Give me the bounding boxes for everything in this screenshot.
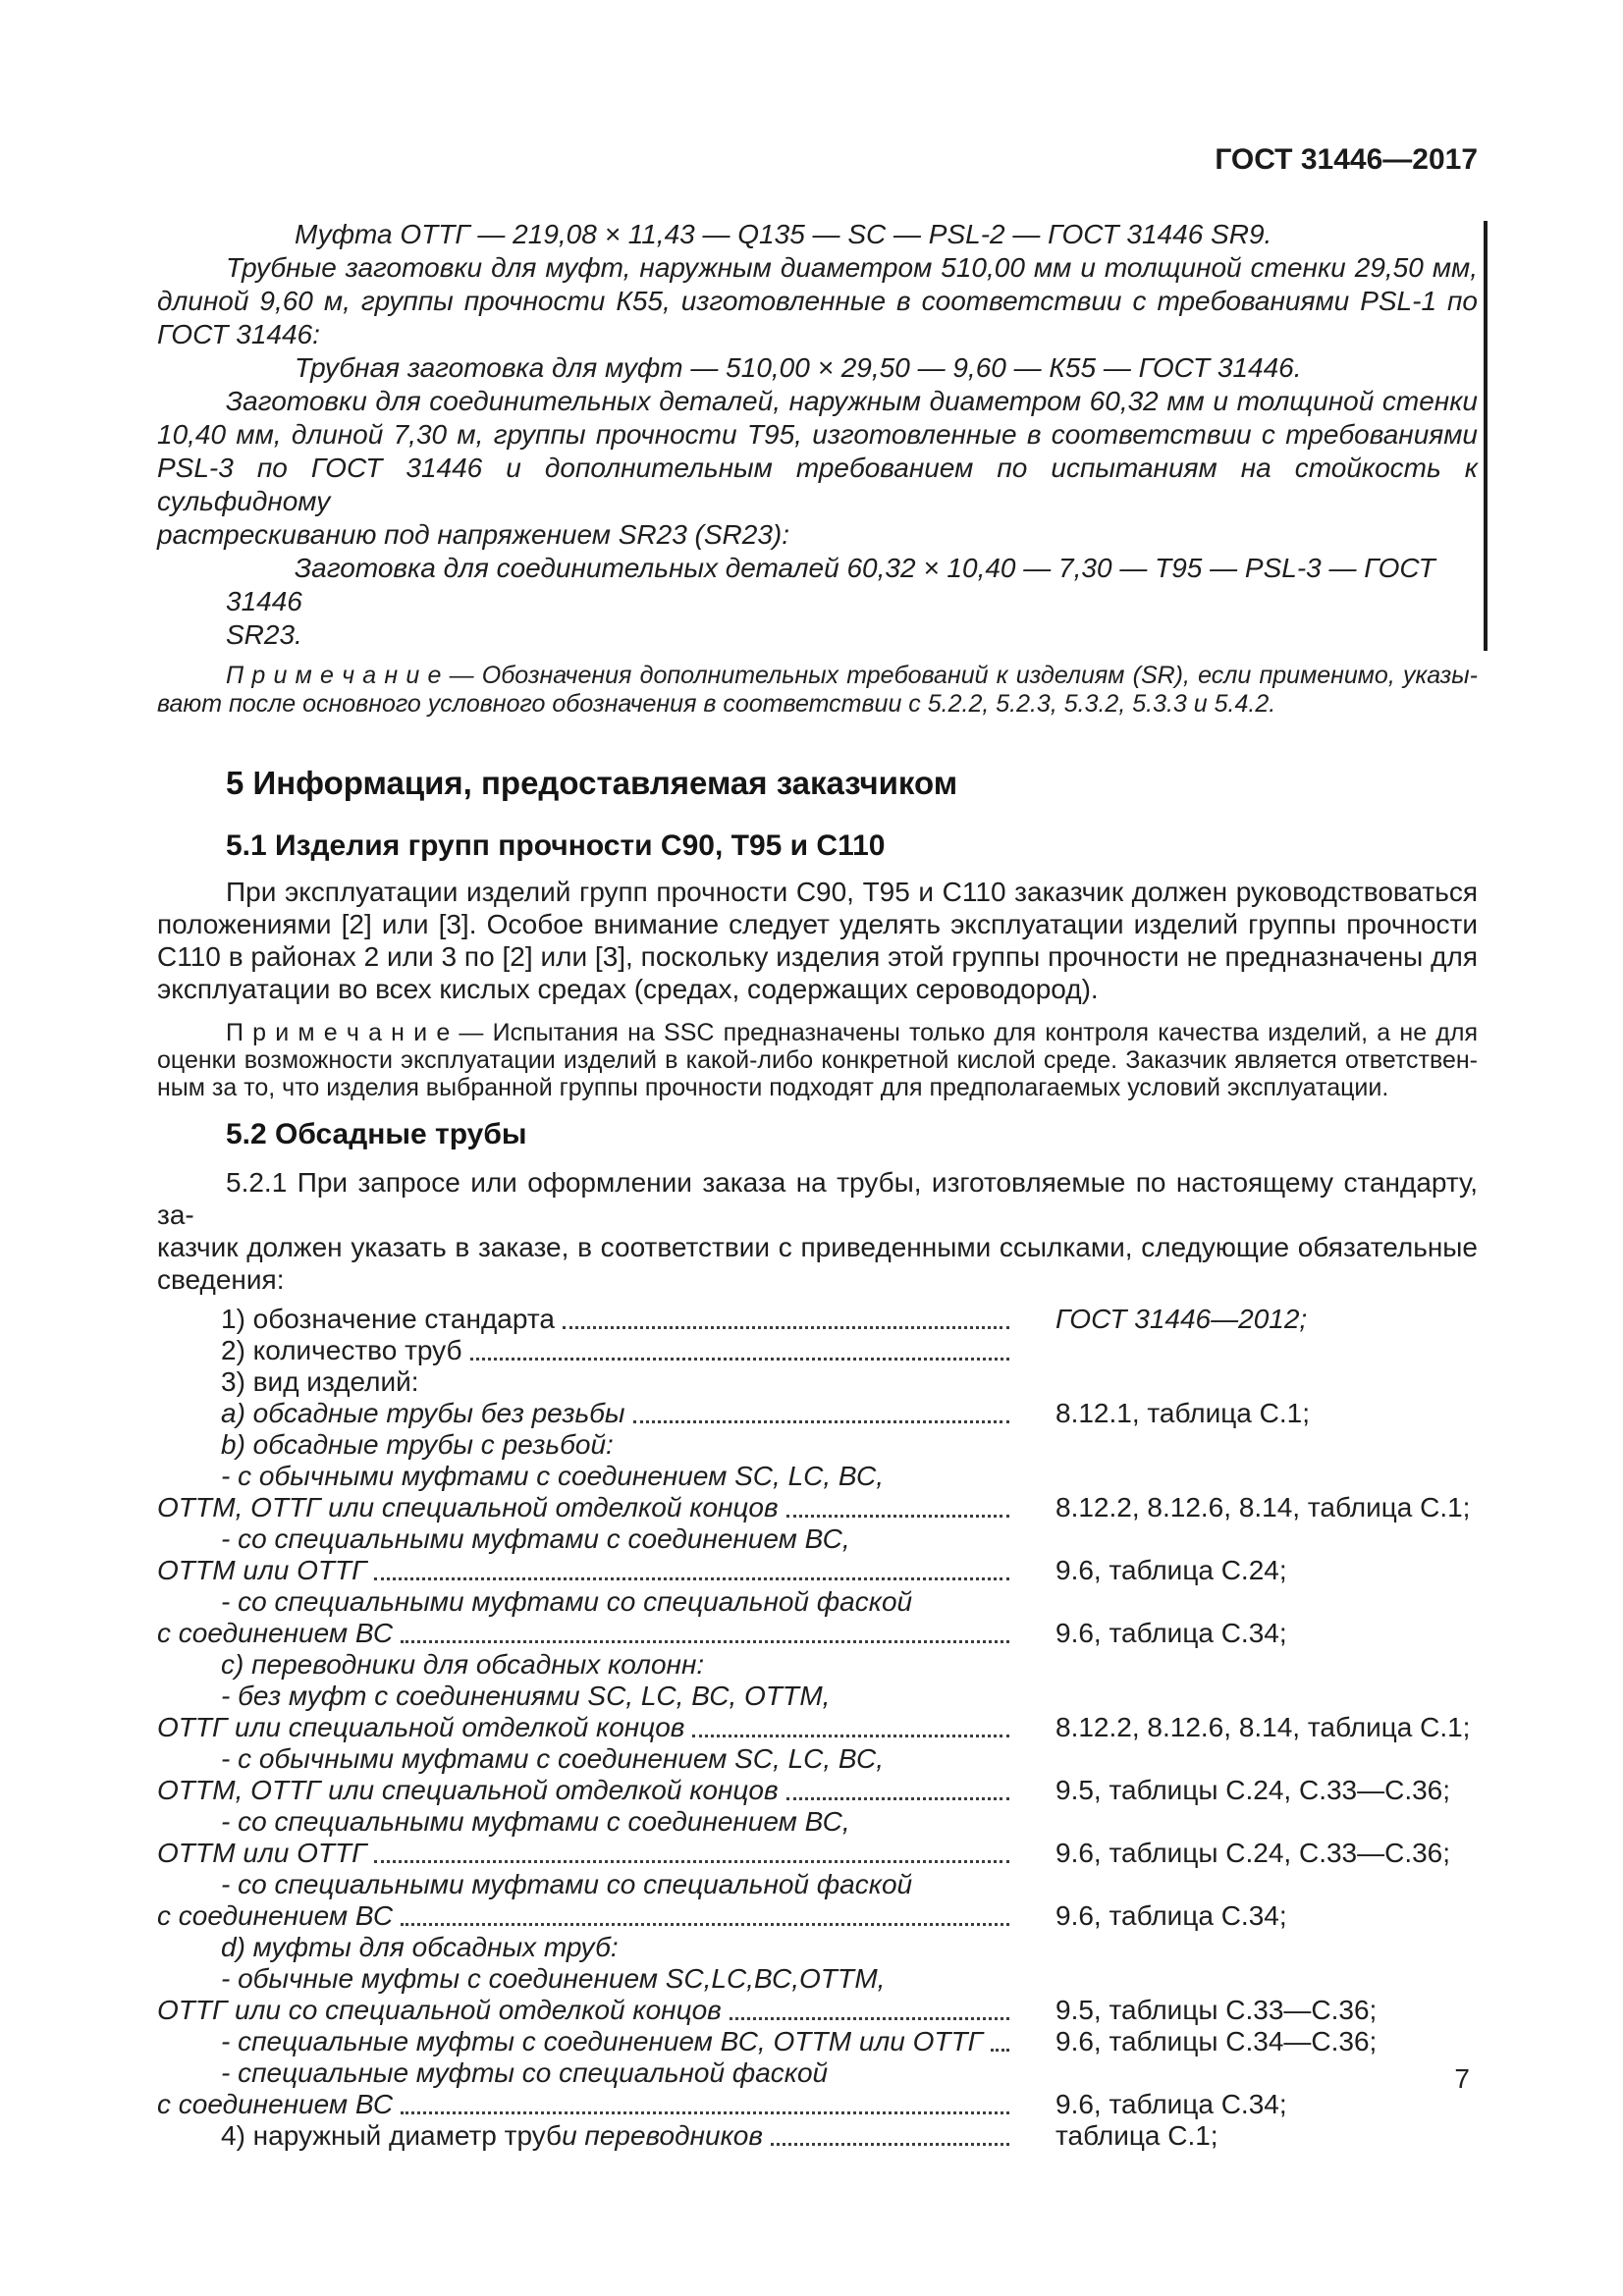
paragraph-accessory-material (157, 385, 1478, 552)
order-item-label (157, 1366, 1011, 1398)
order-item-row (157, 1995, 1478, 2026)
order-item-text: - с обычными муфтами с соединением SC, LC, ВС, (221, 1461, 884, 1491)
order-item-row (157, 1712, 1478, 1743)
order-item-label (157, 1869, 1011, 1900)
order-item-reference: 9.6, таблицы С.34—С.36; (1055, 2026, 1378, 2056)
text-line: эксплуатации во всех кислых средах (средах, содержащих сероводород). (157, 974, 1099, 1004)
order-item-row (157, 2089, 1478, 2120)
text-line: PSL-3 по ГОСТ 31446 и дополнительным требованием по испытаниям на стойкость к сульфидному (157, 453, 1478, 516)
dot-leader (563, 1326, 1009, 1329)
order-item-row (157, 1806, 1478, 1838)
order-item-text: ОТТМ, ОТТГ или специальной отделкой концов (157, 1492, 779, 1522)
section-5-1-paragraph (157, 876, 1478, 1005)
note-ssc-tests (157, 1019, 1478, 1101)
order-item-text: - с обычными муфтами с соединением SC, LC, ВС, (221, 1743, 884, 1774)
document-code-header: ГОСТ 31446—2017 (1215, 143, 1478, 176)
text-line: 5.2.1 При запросе или оформлении заказа на трубы, изготовляемые по настоящему стандарту, за- (157, 1167, 1478, 1230)
order-item-row (157, 1681, 1478, 1712)
order-item-label (157, 1492, 1011, 1523)
order-item-text: ОТТМ, ОТТГ или специальной отделкой концов (157, 1775, 779, 1805)
text-line: Заготовка для соединительных деталей 60,32 × 10,40 — 7,30 — Т95 — PSL-3 — ГОСТ 31446 (226, 553, 1435, 616)
order-item-row (157, 1775, 1478, 1806)
order-item-reference: 9.6, таблицы С.24, С.33—С.36; (1055, 1838, 1451, 1868)
order-item-row (157, 1743, 1478, 1775)
order-item-label (157, 1681, 1011, 1712)
note-designations (157, 662, 1478, 719)
order-item-row (157, 1900, 1478, 1932)
order-item-row (157, 2057, 1478, 2089)
order-item-reference: 9.6, таблица С.34; (1055, 1618, 1287, 1648)
order-item-row (157, 1649, 1478, 1681)
text-line: SR23. (226, 619, 302, 650)
order-item-label (157, 2120, 1011, 2152)
dot-leader (470, 1358, 1009, 1361)
order-item-text: - без муфт с соединениями SC, LC, ВС, ОТТМ, (221, 1681, 831, 1711)
order-item-label (157, 2057, 1011, 2089)
section-5-1-heading: 5.1 Изделия групп прочности С90, Т95 и С110 (226, 829, 886, 862)
dot-leader (771, 2143, 1009, 2146)
order-item-row (157, 1932, 1478, 1963)
revision-change-bar (1484, 221, 1488, 651)
order-item-label (157, 1963, 1011, 1995)
order-item-text: - специальные муфты со специальной фаской (221, 2057, 829, 2088)
order-item-text: - со специальными муфтами с соединением ВС, (221, 1806, 850, 1837)
order-item-label (157, 1335, 1011, 1366)
order-item-reference: таблица С.1; (1055, 2120, 1218, 2151)
order-item-label (157, 1429, 1011, 1461)
order-item-label (157, 1555, 1011, 1586)
order-item-label (157, 1712, 1011, 1743)
order-item-text: - обычные муфты с соединением SC,LC,ВС,ОТТМ, (221, 1963, 886, 1994)
order-item-label (157, 1586, 1011, 1618)
text-line: При эксплуатации изделий групп прочности С90, Т95 и С110 заказчик должен руководствоваться (226, 877, 1478, 907)
order-item-reference: 8.12.2, 8.12.6, 8.14, таблица С.1; (1055, 1492, 1471, 1522)
text-line: вают после основного условного обозначения в соответствии с 5.2.2, 5.2.3, 5.3.2, 5.3.3 и 5.4.2. (157, 690, 1276, 718)
dot-leader (730, 2017, 1009, 2020)
order-item-text: 4) наружный диаметр труб (221, 2120, 563, 2151)
text-line: Муфта ОТТГ — 219,08 × 11,43 — Q135 — SC — PSL-2 — ГОСТ 31446 SR9. (295, 219, 1272, 249)
order-item-row (157, 1618, 1478, 1649)
dot-leader (374, 1860, 1009, 1863)
order-item-row (157, 1398, 1478, 1429)
order-item-label (157, 1806, 1011, 1838)
dot-leader (401, 1640, 1009, 1643)
order-item-text: ОТТГ или со специальной отделкой концов (157, 1995, 722, 2025)
text-line: П р и м е ч а н и е — Испытания на SSC предназначены только для контроля качества изделий, а не для (226, 1019, 1478, 1046)
order-item-row (157, 1335, 1478, 1366)
designation-examples-section (157, 218, 1478, 652)
order-item-label (157, 1743, 1011, 1775)
text-line: Трубная заготовка для муфт — 510,00 × 29,50 — 9,60 — К55 — ГОСТ 31446. (295, 352, 1302, 383)
dot-leader (786, 1515, 1009, 1518)
text-line: сведения: (157, 1264, 285, 1295)
text-line: П р и м е ч а н и е — Обозначения дополнительных требований к изделиям (SR), если применимо, указы- (226, 662, 1478, 689)
order-item-row (157, 1869, 1478, 1900)
section-5-2-1-paragraph (157, 1166, 1478, 1296)
text-line: растрескиванию под напряжением SR23 (SR23): (157, 519, 790, 550)
order-item-text: c) переводники для обсадных колонн: (221, 1649, 705, 1680)
order-item-label (157, 2026, 1011, 2057)
order-item-text: - со специальными муфтами со специальной фаской (221, 1586, 913, 1617)
order-item-text: с соединением ВС (157, 2089, 394, 2119)
order-item-row (157, 2026, 1478, 2057)
order-item-row (157, 1461, 1478, 1492)
order-item-text: b) обсадные трубы с резьбой: (221, 1429, 614, 1460)
order-item-text: с соединением ВС (157, 1618, 394, 1648)
dot-leader (633, 1420, 1009, 1423)
order-item-row (157, 1963, 1478, 1995)
text-line: Заготовки для соединительных деталей, наружным диаметром 60,32 мм и толщиной стенки (226, 386, 1478, 416)
order-item-label (157, 1523, 1011, 1555)
order-item-text: d) муфты для обсадных труб: (221, 1932, 619, 1962)
order-item-text: - со специальными муфтами со специальной фаской (221, 1869, 913, 1899)
order-item-text: ОТТМ или ОТТГ (157, 1555, 367, 1585)
order-item-label (157, 1618, 1011, 1649)
text-line: положениями [2] или [3]. Особое внимание следует уделять эксплуатации изделий группы прочности (157, 909, 1478, 939)
order-information-list (157, 1304, 1478, 2152)
order-item-reference: 9.6, таблица С.34; (1055, 1900, 1287, 1931)
text-line: С110 в районах 2 или 3 по [2] или [3], поскольку изделия этой группы прочности не предназначены для (157, 941, 1478, 972)
order-item-row (157, 1838, 1478, 1869)
page-number: 7 (1454, 2063, 1470, 2094)
text-line: казчик должен указать в заказе, в соответствии с приведенными ссылками, следующие обязательные (157, 1232, 1478, 1262)
order-item-label (157, 1649, 1011, 1681)
order-item-text: 1) обозначение стандарта (221, 1304, 555, 1334)
order-item-reference: 9.5, таблицы С.33—С.36; (1055, 1995, 1378, 2025)
paragraph-coupling-stock (157, 251, 1478, 351)
order-item-label (157, 1900, 1011, 1932)
text-line: ГОСТ 31446: (157, 319, 320, 349)
order-item-row (157, 1586, 1478, 1618)
order-item-row (157, 1366, 1478, 1398)
designation-example-coupling-stock (226, 351, 1478, 385)
text-line: длиной 9,60 м, группы прочности К55, изготовленные в соответствии с требованиями PSL-1 по (157, 286, 1478, 316)
dot-leader (401, 2111, 1009, 2114)
order-item-reference: 9.6, таблица С.34; (1055, 2089, 1287, 2119)
order-item-label (157, 1461, 1011, 1492)
order-item-reference: 8.12.1, таблица С.1; (1055, 1398, 1310, 1428)
order-item-text: с соединением ВС (157, 1900, 394, 1931)
order-item-text: ОТТГ или специальной отделкой концов (157, 1712, 685, 1742)
dot-leader (786, 1797, 1009, 1800)
order-item-reference: 9.6, таблица С.24; (1055, 1555, 1287, 1585)
order-item-row (157, 1429, 1478, 1461)
designation-example-accessory (226, 552, 1478, 652)
text-line: 10,40 мм, длиной 7,30 м, группы прочности Т95, изготовленные в соответствии с требованиями (157, 419, 1478, 450)
order-item-label (157, 1838, 1011, 1869)
order-item-text: - специальные муфты с соединением ВС, ОТТМ или ОТТГ (221, 2026, 983, 2056)
order-item-text: 2) количество труб (221, 1335, 462, 1365)
section-5-2-heading: 5.2 Обсадные трубы (226, 1118, 527, 1150)
dot-leader (991, 2049, 1009, 2052)
dot-leader (401, 1923, 1009, 1926)
order-item-reference: 8.12.2, 8.12.6, 8.14, таблица С.1; (1055, 1712, 1471, 1742)
order-item-label (157, 1304, 1011, 1335)
order-item-row (157, 1523, 1478, 1555)
dot-leader (374, 1577, 1009, 1580)
order-item-label (157, 1995, 1011, 2026)
order-item-row (157, 2120, 1478, 2152)
order-item-label (157, 1775, 1011, 1806)
order-item-label (157, 2089, 1011, 2120)
order-item-label (157, 1398, 1011, 1429)
text-line: ным за то, что изделия выбранной группы прочности подходят для предполагаемых условий эксплуатации. (157, 1074, 1389, 1101)
dot-leader (692, 1735, 1009, 1737)
section-5-heading: 5 Информация, предоставляемая заказчиком (226, 765, 958, 801)
text-line: Трубные заготовки для муфт, наружным диаметром 510,00 мм и толщиной стенки 29,50 мм, (226, 252, 1478, 283)
designation-example-coupling (226, 218, 1478, 251)
order-item-text: 3) вид изделий: (221, 1366, 419, 1397)
order-item-reference: 9.5, таблицы С.24, С.33—С.36; (1055, 1775, 1451, 1805)
text-line: оценки возможности эксплуатации изделий в какой-либо конкретной кислой среде. Заказчик является ответствен- (157, 1046, 1478, 1074)
order-item-label (157, 1932, 1011, 1963)
order-item-text: и переводников (562, 2120, 763, 2151)
order-item-reference: ГОСТ 31446—2012; (1055, 1304, 1308, 1334)
order-item-row (157, 1492, 1478, 1523)
order-item-row (157, 1304, 1478, 1335)
order-item-text: - со специальными муфтами с соединением ВС, (221, 1523, 850, 1554)
order-item-row (157, 1555, 1478, 1586)
order-item-text: a) обсадные трубы без резьбы (221, 1398, 625, 1428)
page-content (0, 143, 1623, 2152)
order-item-text: ОТТМ или ОТТГ (157, 1838, 367, 1868)
